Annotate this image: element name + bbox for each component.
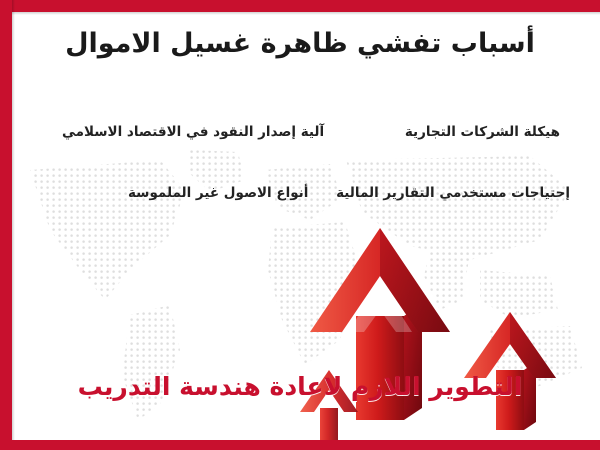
top-accent-bar-shadow [0, 12, 600, 15]
left-accent-bar [0, 0, 12, 450]
point-left-top: آلية إصدار النقود في الاقتصاد الاسلامي [62, 124, 325, 140]
up-arrows-icon [300, 220, 600, 445]
bottom-accent-bar [0, 440, 600, 450]
banner-text: التطوير اللازم لاعادة هندسة التدريب [77, 372, 523, 401]
point-right-top: هيكلة الشركات التجارية [404, 124, 560, 140]
page-title: أسباب تفشي ظاهرة غسيل الاموال [65, 28, 535, 59]
top-accent-bar [0, 0, 600, 12]
left-accent-bar-shadow [12, 0, 15, 450]
point-left-bottom: أنواع الاصول غير الملموسة [128, 185, 309, 201]
point-right-bottom: إحتياجات مستخدمي التقارير المالية [336, 185, 570, 201]
